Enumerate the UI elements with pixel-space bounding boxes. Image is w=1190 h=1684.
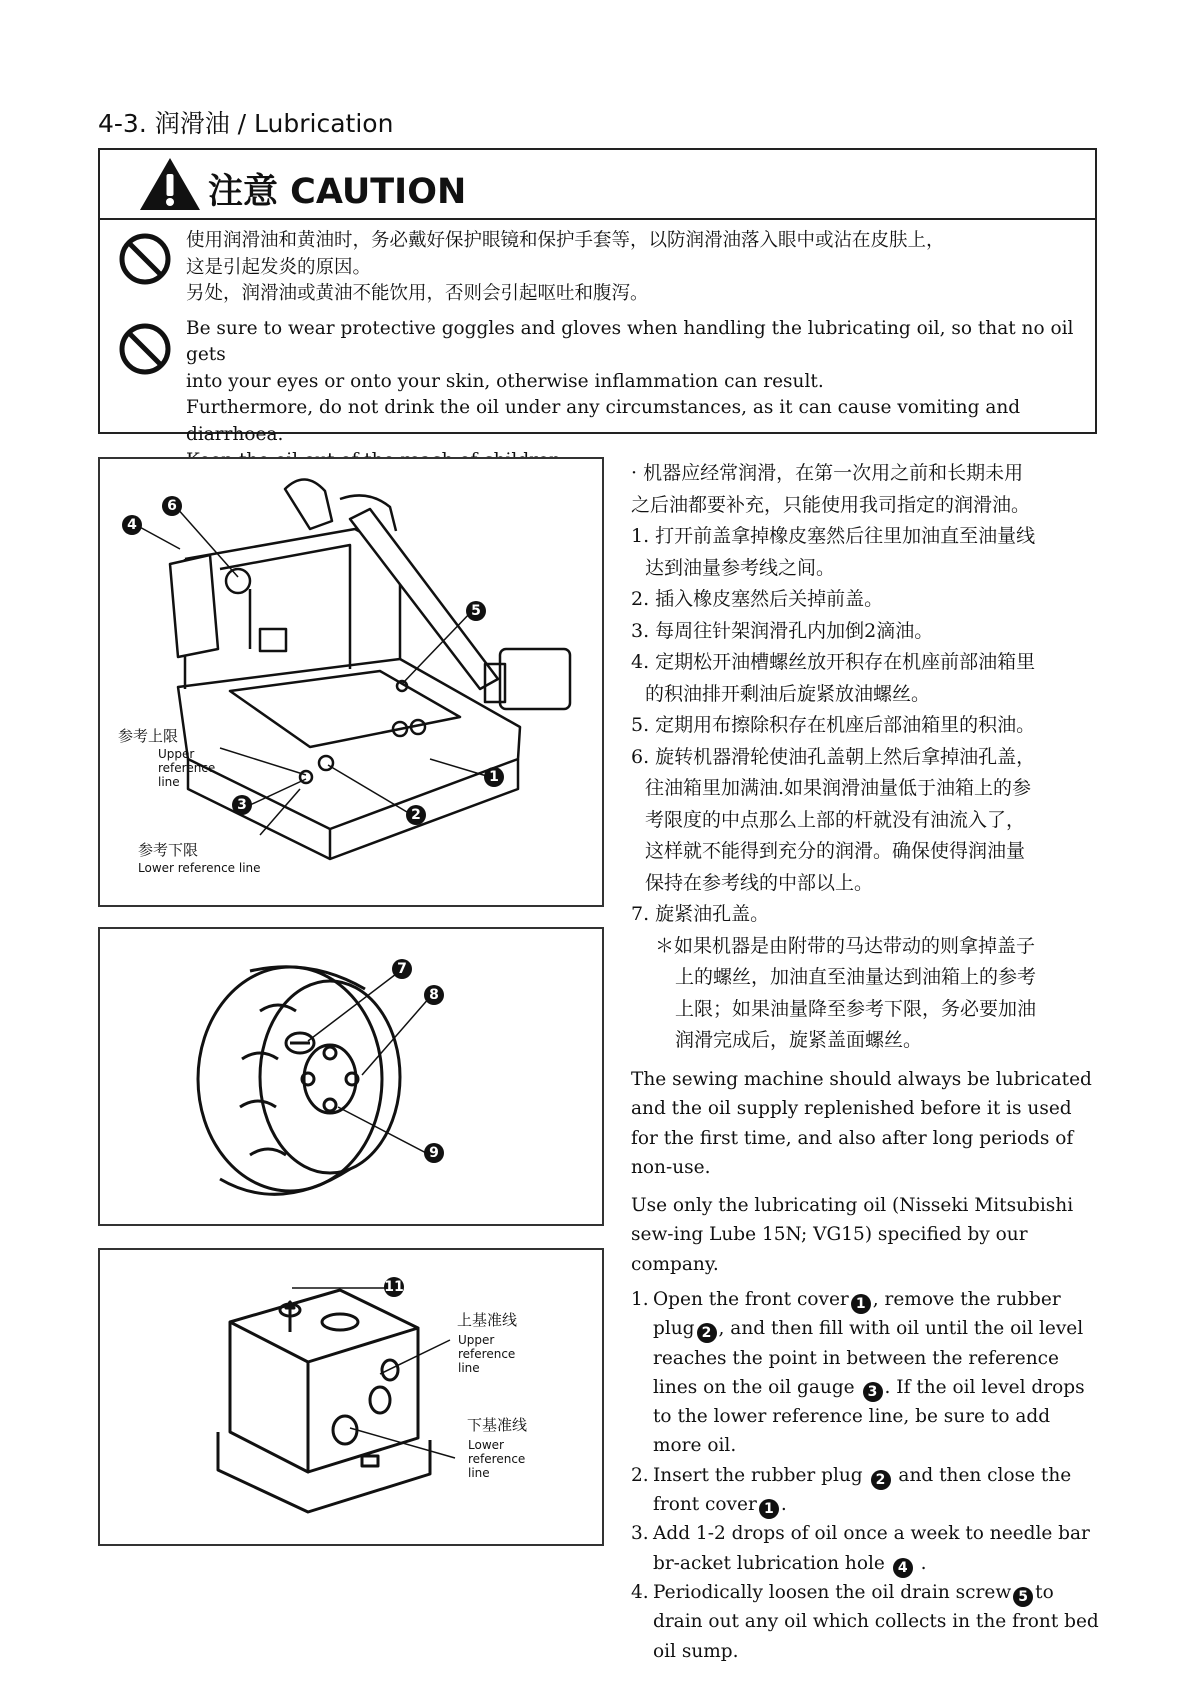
figure-handwheel: [98, 927, 604, 1226]
figure-oil-reservoir: [98, 1248, 604, 1546]
oil-reservoir-illustration: [100, 1250, 606, 1548]
callout-marker: 5: [1013, 1587, 1033, 1607]
callout-marker: 1: [484, 767, 504, 787]
cn-instruction-line: 上限；如果油量降至参考下限，务必要加油: [675, 997, 1037, 1020]
cn-instruction-line: 3. 每周往针架润滑孔内加倒2滴油。: [631, 619, 934, 642]
caution-text: [186, 228, 1086, 475]
caution-cn-line: 使用润滑油和黄油时，务必戴好保护眼镜和保护手套等，以防润滑油落入眼中或沾在皮肤上，: [186, 230, 945, 251]
callout-marker: 7: [392, 959, 412, 979]
cn-instruction-line: 5. 定期用布擦除积存在机座后部油箱里的积油。: [631, 714, 1036, 736]
figure-sewing-machine: [98, 457, 604, 907]
cn-instruction-line: 7. 旋紧油孔盖。: [631, 903, 770, 925]
en-step: 1. Open the front cover 1 , remove the rubber plug 2 , and then fill with oil until the oil level reaches the point in between the reference lines on the oil gauge 3 . If the oil level drops to the lower reference line, be sure to add more oil.: [631, 1289, 1085, 1457]
cn-instruction-line: 6. 旋转机器滑轮使油孔盖朝上然后拿掉油孔盖，: [631, 745, 1036, 768]
cn-instruction-line: 的积油排开剩油后旋紧放油螺丝。: [645, 682, 931, 705]
upper-base-line-label: Upper reference line: [458, 1333, 516, 1375]
callout-marker: 1: [851, 1294, 871, 1314]
section-title: 4-3. 润滑油 / Lubrication: [98, 109, 394, 138]
cn-instruction-line: 1. 打开前盖拿掉橡皮塞然后往里加油直至油量线: [631, 525, 1036, 547]
cn-instruction-line: ＊如果机器是由附带的马达带动的则拿掉盖子: [655, 934, 1036, 957]
lower-reference-label-cn: 参考下限: [138, 841, 199, 859]
cn-instruction-line: 保持在参考线的中部以上。: [645, 871, 874, 894]
callout-marker: 3: [863, 1382, 883, 1402]
prohibition-icon: [118, 232, 172, 286]
cn-instruction-line: 达到油量参考线之间。: [645, 556, 836, 579]
cn-instruction-line: 上的螺丝，加油直至油量达到油箱上的参考: [675, 966, 1037, 988]
caution-en-line: Furthermore, do not drink the oil under any circumstances, as it can cause vomiting and diarrhoea.: [186, 397, 1021, 445]
en-step: 4. Periodically loosen the oil drain screw 5 to drain out any oil which collects in the front bed oil sump.: [631, 1581, 1099, 1662]
cn-instruction-line: 这样就不能得到充分的润滑。确保使得润油量: [645, 840, 1026, 862]
caution-en-line: into your eyes or onto your skin, otherwise inflammation can result.: [186, 370, 824, 392]
callout-marker: 2: [871, 1470, 891, 1490]
callout-marker: 1: [759, 1499, 779, 1519]
callout-marker: 6: [162, 496, 182, 516]
callout-marker: 4: [122, 515, 142, 535]
caution-box: [98, 148, 1097, 445]
prohibition-icon: [118, 322, 172, 376]
callout-marker: 2: [406, 805, 426, 825]
callout-marker: 2: [697, 1323, 717, 1343]
en-oil-spec-paragraph: Use only the lubricating oil (Nisseki Mitsubishi sew-ing Lube 15N; VG15) specified by our company.: [631, 1194, 1074, 1275]
caution-header: [100, 150, 1095, 220]
upper-base-line-label-cn: 上基准线: [457, 1311, 518, 1329]
cn-instruction-line: · 机器应经常润滑，在第一次用之前和长期未用: [631, 462, 1024, 484]
callout-marker: 5: [466, 601, 486, 621]
cn-instruction-line: 往油箱里加满油.如果润滑油量低于油箱上的参: [645, 777, 1032, 799]
callout-marker: 3: [232, 795, 252, 815]
warning-triangle-icon: [138, 156, 202, 212]
caution-cn-line: 另处，润滑油或黄油不能饮用，否则会引起呕吐和腹泻。: [186, 283, 649, 304]
handwheel-illustration: [100, 929, 606, 1228]
en-step: 2. Insert the rubber plug 2 and then close the front cover 1 .: [631, 1464, 1072, 1518]
instructions-column: [631, 458, 1101, 1666]
callout-marker: 11: [384, 1279, 404, 1295]
instructions-en: [631, 1285, 1101, 1666]
callout-marker: 8: [424, 985, 444, 1005]
lower-base-line-label: Lower reference line: [468, 1438, 526, 1480]
cn-instruction-line: 考限度的中点那么上部的杆就没有油流入了，: [645, 808, 1026, 831]
en-step: 3. Add 1-2 drops of oil once a week to needle bar br-acket lubrication hole 4 .: [631, 1523, 1090, 1576]
instructions-cn: [631, 458, 1101, 1057]
cn-instruction-line: 4. 定期松开油槽螺丝放开积存在机座前部油箱里: [631, 651, 1036, 673]
caution-en-line: Be sure to wear protective goggles and gloves when handling the lubricating oil, so that no oil gets: [186, 317, 1074, 365]
callout-marker: 4: [893, 1558, 913, 1578]
upper-reference-label-cn: 参考上限: [118, 727, 179, 745]
cn-instruction-line: 润滑完成后，旋紧盖面螺丝。: [675, 1029, 923, 1051]
cn-instruction-line: 2. 插入橡皮塞然后关掉前盖。: [631, 588, 884, 610]
upper-reference-label: Upper reference line: [158, 747, 216, 789]
cn-instruction-line: 之后油都要补充，只能使用我司指定的润滑油。: [631, 493, 1031, 516]
callout-marker: 9: [424, 1143, 444, 1163]
en-intro-paragraph: The sewing machine should always be lubricated and the oil supply replenished before it is used for the first time, and also after long periods of non-use.: [631, 1068, 1092, 1178]
lower-base-line-label-cn: 下基准线: [467, 1416, 528, 1434]
lower-reference-label: Lower reference line: [138, 861, 261, 875]
caution-title: 注意 CAUTION: [208, 172, 467, 212]
caution-cn-line: 这是引起发炎的原因。: [186, 256, 372, 278]
